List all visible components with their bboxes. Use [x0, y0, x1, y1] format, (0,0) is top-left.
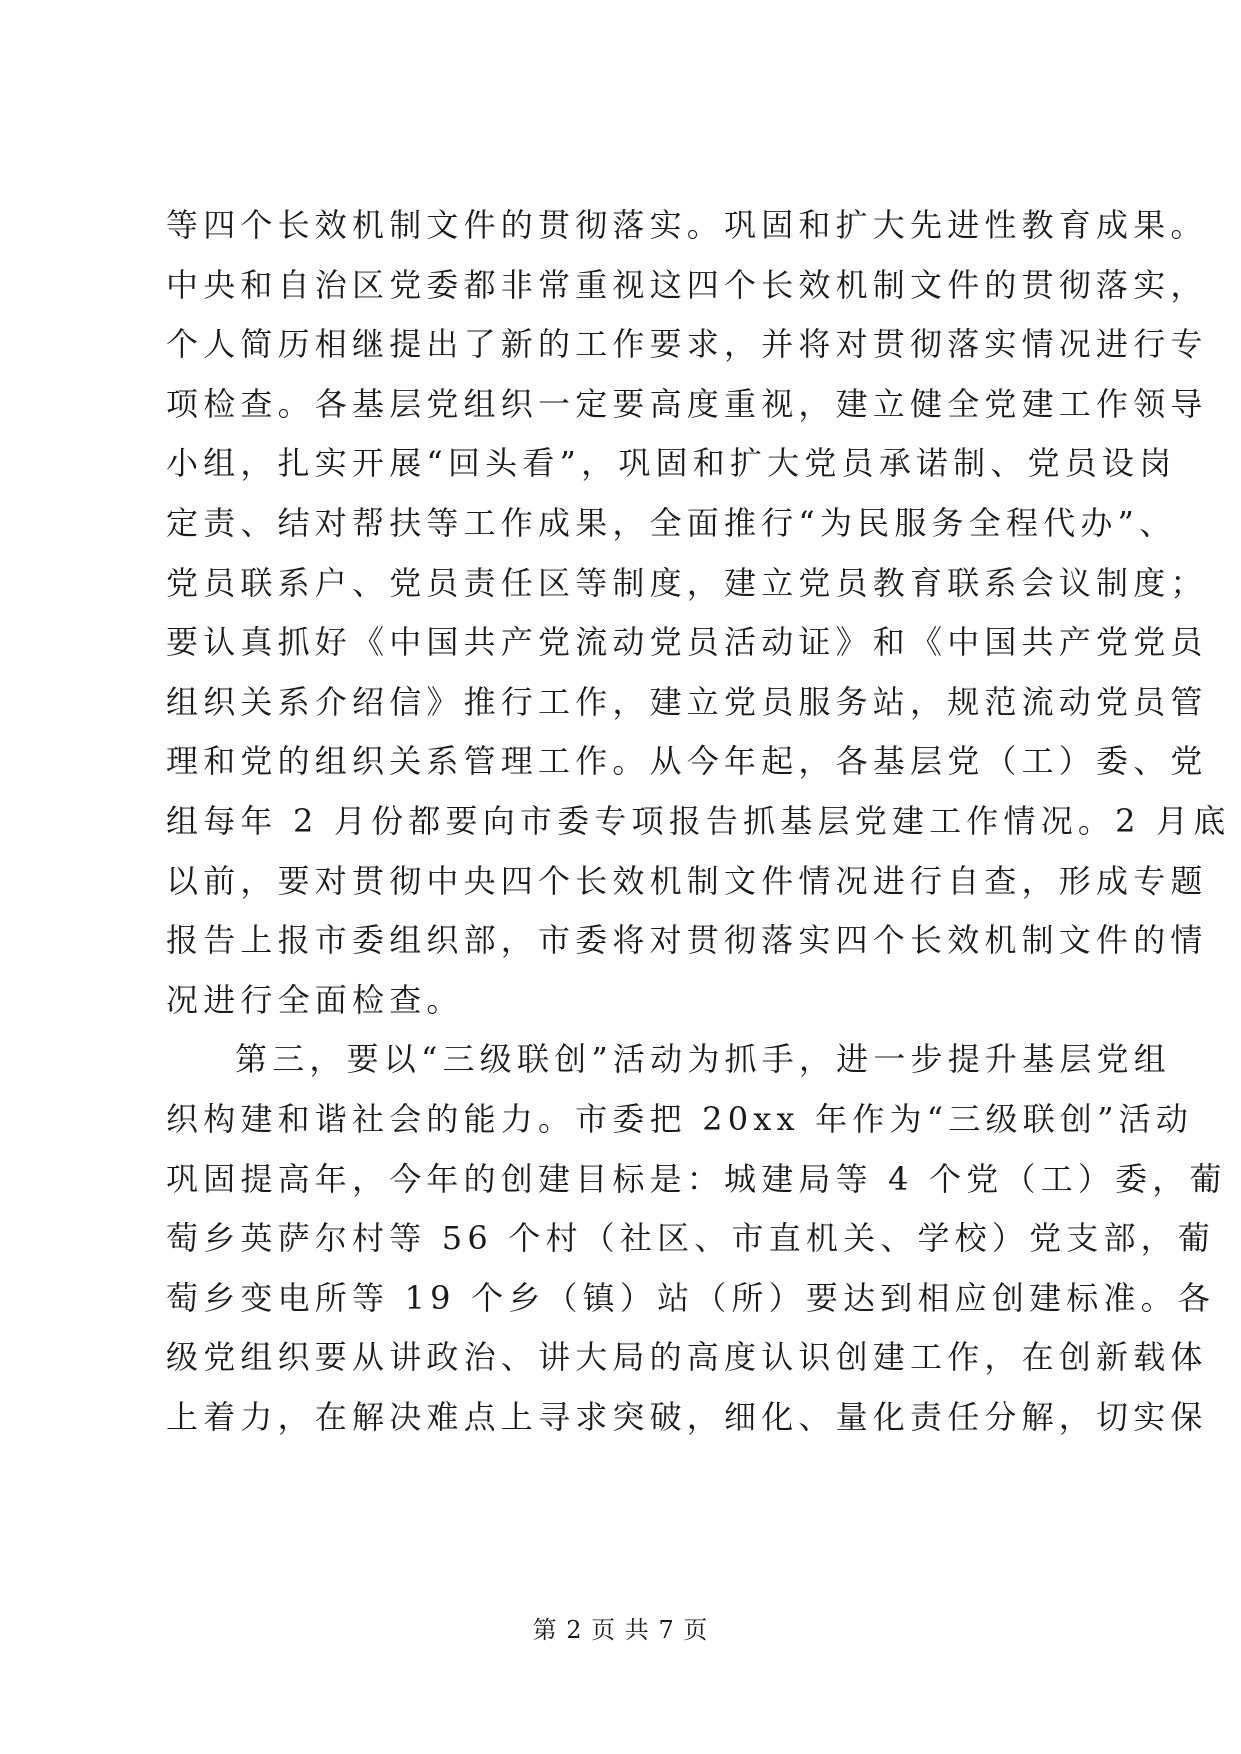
text-line: 中央和自治区党委都非常重视这四个长效机制文件的贯彻落实， [166, 265, 1208, 304]
text-line: 萄乡英萨尔村等 56 个村（社区、市直机关、学校）党支部，葡 [166, 1219, 1216, 1258]
text-line: 项检查。各基层党组织一定要高度重视，建立健全党建工作领导 [166, 384, 1208, 423]
text-line: 级党组织要从讲政治、讲大局的高度认识创建工作，在创新载体 [166, 1338, 1208, 1377]
text-line: 况进行全面检查。 [166, 980, 464, 1019]
text-line: 以前，要对贯彻中央四个长效机制文件情况进行自查，形成专题 [166, 861, 1208, 900]
text-line: 萄乡变电所等 19 个乡（镇）站（所）要达到相应创建标准。各 [166, 1278, 1216, 1317]
text-line: 定责、结对帮扶等工作成果，全面推行“为民服务全程代办”、 [166, 503, 1177, 542]
text-line: 小组，扎实开展“回头看”，巩固和扩大党员承诺制、党员设岗 [166, 444, 1177, 483]
text-line: 报告上报市委组织部，市委将对贯彻落实四个长效机制文件的情 [166, 921, 1208, 960]
paragraph-start-line: 第三，要以“三级联创”活动为抓手，进一步提升基层党组 [235, 1040, 1171, 1079]
text-line: 巩固提高年，今年的创建目标是：城建局等 4 个党（工）委，葡 [166, 1159, 1227, 1198]
page-number-footer: 第 2 页 共 7 页 [532, 1616, 709, 1644]
text-line: 党员联系户、党员责任区等制度，建立党员教育联系会议制度； [166, 563, 1208, 602]
text-line: 组织关系介绍信》推行工作，建立党员服务站，规范流动党员管 [166, 682, 1208, 721]
text-line: 上着力，在解决难点上寻求突破，细化、量化责任分解，切实保 [166, 1397, 1208, 1436]
document-body [166, 196, 1231, 1447]
text-line: 等四个长效机制文件的贯彻落实。巩固和扩大先进性教育成果。 [166, 206, 1208, 244]
text-line: 个人简历相继提出了新的工作要求，并将对贯彻落实情况进行专 [166, 325, 1208, 364]
text-line: 要认真抓好《中国共产党流动党员活动证》和《中国共产党党员 [166, 623, 1208, 662]
text-line: 织构建和谐社会的能力。市委把 20xx 年作为“三级联创”活动 [166, 1099, 1194, 1138]
text-line: 理和党的组织关系管理工作。从今年起，各基层党（工）委、党 [166, 742, 1208, 781]
text-line: 组每年 2 月份都要向市委专项报告抓基层党建工作情况。2 月底 [166, 801, 1231, 840]
